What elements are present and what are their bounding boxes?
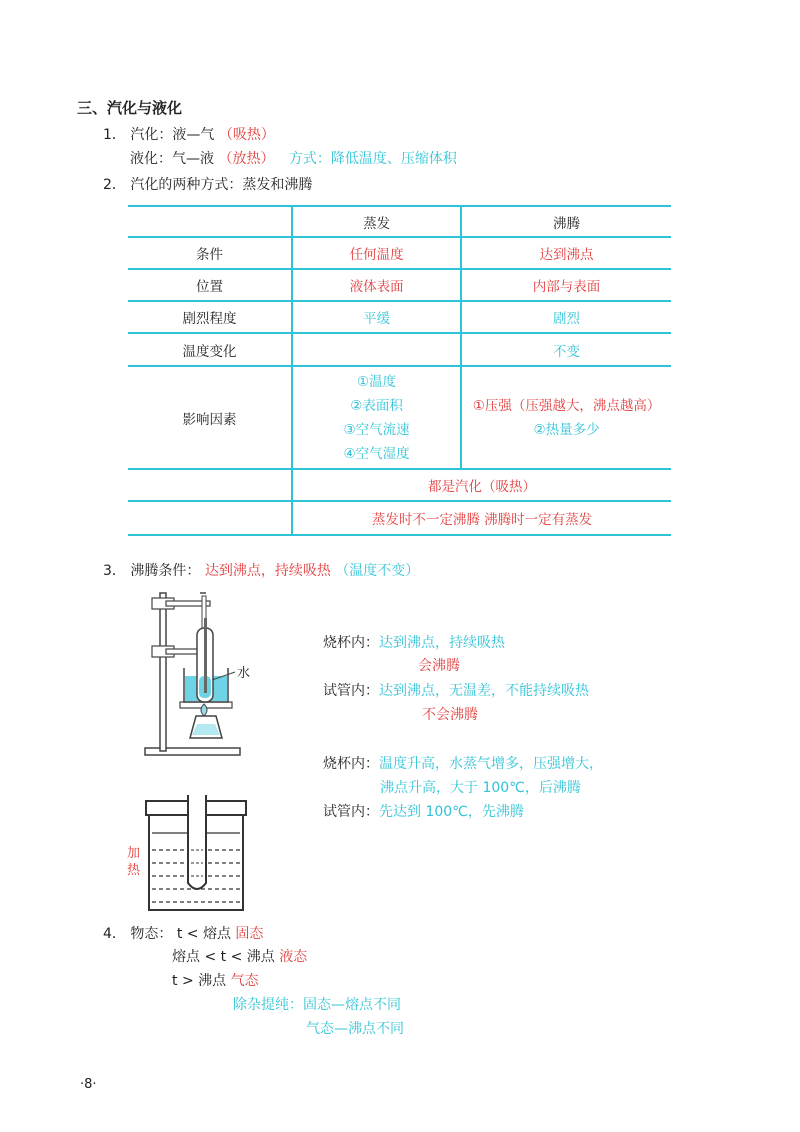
- evap-cell: 平缓: [292, 301, 461, 333]
- row-label: 剧烈程度: [128, 301, 292, 333]
- row-label: 条件: [128, 237, 292, 269]
- item-3-number: 3．: [103, 563, 126, 579]
- evap-cell: 液体表面: [292, 269, 461, 301]
- header-boiling: 沸腾: [461, 206, 671, 237]
- beaker-label: 烧杯内：: [323, 756, 379, 772]
- item-1-line-2: [130, 150, 457, 168]
- item-1-number: 1．: [103, 127, 126, 143]
- item-2-text: 汽化的两种方式：蒸发和沸腾: [130, 177, 313, 193]
- solid-condition: t < 熔点: [176, 926, 231, 942]
- table-row: [128, 269, 671, 301]
- liquefaction-methods: 方式：降低温度、压缩体积: [288, 151, 457, 167]
- boil-cell: 剧烈: [461, 301, 671, 333]
- evap-factor: ②表面积: [350, 397, 403, 414]
- boil-factor: ①压强（压强越大，沸点越高）: [472, 397, 661, 414]
- evap-factors: [292, 366, 461, 469]
- tube-text: 达到沸点，无温差，不能持续吸热: [379, 683, 589, 699]
- water-label: 水: [237, 666, 251, 681]
- purification-line-1: 除杂提纯：固态—熔点不同: [233, 997, 401, 1013]
- evap-factor: ①温度: [357, 373, 397, 390]
- beaker-result: 会沸腾: [418, 658, 460, 674]
- absorb-heat-note: （吸热）: [218, 127, 275, 143]
- factors-label: 影响因素: [128, 366, 292, 469]
- state-prefix: 物态：: [130, 926, 173, 942]
- purification-line-2: 气态—沸点不同: [306, 1021, 404, 1037]
- item-1-line-1: [103, 126, 275, 144]
- beaker-label: 烧杯内：: [323, 635, 379, 651]
- item-4-line-1: [103, 925, 263, 943]
- boiling-condition-prefix: 沸腾条件：: [130, 563, 201, 579]
- boil-factors: [461, 366, 671, 469]
- beaker-line-2: 沸点升高，大于 100℃，后沸腾: [380, 780, 581, 796]
- common-empty: [128, 469, 292, 501]
- table-row: [128, 301, 671, 333]
- header-evaporation: 蒸发: [292, 206, 461, 237]
- item-4-line-3: [172, 972, 259, 990]
- tube-result: 不会沸腾: [422, 707, 478, 723]
- boiling-temperature-note: （温度不变）: [335, 563, 420, 579]
- factors-row: [128, 366, 671, 469]
- boil-cell: 达到沸点: [461, 237, 671, 269]
- evap-factor: ④空气湿度: [343, 445, 410, 462]
- evap-cell: 任何温度: [292, 237, 461, 269]
- release-heat-note: （放热）: [218, 151, 275, 167]
- section-title: 三、汽化与液化: [77, 99, 183, 117]
- tube-label: 试管内：: [323, 683, 379, 699]
- vaporization-definition: 汽化：液—气: [130, 127, 215, 143]
- common-row: [128, 469, 671, 501]
- common-note: 都是汽化（吸热）: [292, 469, 671, 501]
- solid-state: 固态: [235, 926, 264, 942]
- liquefaction-definition: 液化：气—液: [130, 151, 214, 167]
- evaporation-boiling-table: [128, 205, 671, 536]
- beaker-note-b: [323, 755, 603, 773]
- heating-container-diagram: [140, 795, 255, 915]
- item-3-line: [103, 562, 419, 580]
- table-header-row: [128, 206, 671, 237]
- relation-empty: [128, 501, 292, 535]
- row-label: 位置: [128, 269, 292, 301]
- relation-row: [128, 501, 671, 535]
- gas-state: 气态: [230, 973, 259, 989]
- item-2-number: 2．: [103, 177, 126, 193]
- tube-label: 试管内：: [323, 804, 379, 820]
- beaker-text: 达到沸点，持续吸热: [379, 635, 505, 651]
- tube-text: 先达到 100℃，先沸腾: [379, 804, 524, 820]
- boil-cell: 内部与表面: [461, 269, 671, 301]
- heating-label: 加热: [127, 846, 141, 878]
- tube-note-b: [323, 803, 524, 821]
- item-4-line-2: [172, 948, 307, 966]
- row-label: 温度变化: [128, 333, 292, 366]
- item-2-line: [103, 176, 312, 194]
- liquid-state: 液态: [279, 949, 308, 965]
- header-empty: [128, 206, 292, 237]
- boil-factor: ②热量多少: [533, 421, 600, 438]
- table-row: [128, 237, 671, 269]
- boiling-condition: 达到沸点，持续吸热: [204, 563, 331, 579]
- liquid-condition: 熔点 < t < 沸点: [172, 949, 275, 965]
- relation-note: 蒸发时不一定沸腾 沸腾时一定有蒸发: [292, 501, 671, 535]
- evap-cell: [292, 333, 461, 366]
- evap-factor: ③空气流速: [343, 421, 410, 438]
- tube-note-a: [323, 682, 589, 700]
- beaker-line-1: 温度升高，水蒸气增多，压强增大，: [379, 756, 603, 772]
- table-row: [128, 333, 671, 366]
- beaker-note-a: [323, 634, 505, 652]
- gas-condition: t > 沸点: [172, 973, 227, 989]
- item-4-number: 4．: [103, 926, 126, 942]
- page-number: ·8·: [80, 1077, 97, 1092]
- boil-cell: 不变: [461, 333, 671, 366]
